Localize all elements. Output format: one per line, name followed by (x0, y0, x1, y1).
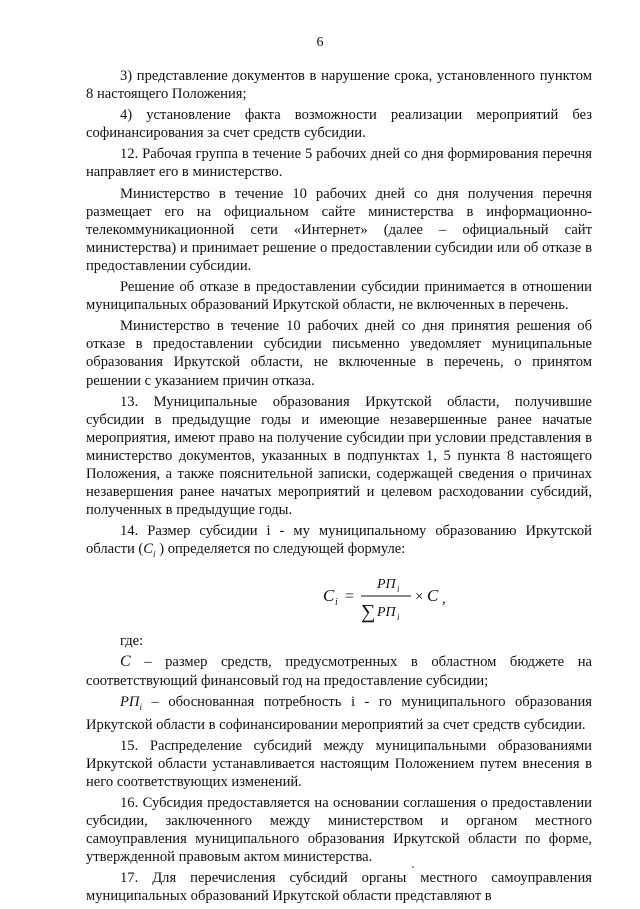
formula-denominator: РП (377, 605, 396, 621)
formula-block (86, 566, 592, 624)
formula-comma: , (442, 591, 446, 608)
definition-rp-symbol: РП (120, 693, 140, 710)
formula-numerator-sub: i (397, 584, 400, 595)
definition-rp-text: – обоснованная потребность i - го муниципального образования Иркутской области в софинансировании мероприятий за счет средств субсидии. (86, 693, 592, 733)
formula-sum-sign: ∑ (361, 601, 376, 624)
paragraph-item-13: 13. Муниципальные образования Иркутской области, получившие субсидии в предыдущие годы и имеющие незавершенные ранее начатые мероприятия, имеют право на получение субсидии при условии представления в министерство документов, указанных в подпунктах 1, 5 пункта 8 настоящего Положения, а также пояснительной записки, содержащей сведения о причинах незавершения ранее начатых мероприятий и целевом расходовании субсидий, полученных в предыдущие годы. (86, 393, 592, 519)
definition-rp-sub: i (139, 701, 142, 712)
definition-c-symbol: C (120, 653, 131, 671)
item14-prefix: 14. Размер субсидии i - му муниципальному образованию Иркутской области ( (86, 523, 592, 558)
definition-rp (86, 693, 592, 734)
paragraph-item-12: 12. Рабочая группа в течение 5 рабочих дней со дня формирования перечня направляет его в министерство. (86, 146, 592, 181)
paragraph-item-3: 3) представление документов в нарушение срока, установленного пунктом 8 настоящего Положения; (86, 68, 592, 103)
paragraph-item-16: 16. Субсидия предоставляется на основании соглашения о предоставлении субсидии, заключенного между министерством и органом местного самоуправления муниципального образования Иркутской области по форме, утвержденной правовым актом министерства. (86, 795, 592, 866)
document-body (86, 67, 592, 909)
paragraph-refusal-decision: Решение об отказе в предоставлении субсидии принимается в отношении муниципальных образований Иркутской области, не включенных в перечень. (86, 279, 592, 314)
formula-numerator: РП (377, 577, 396, 593)
subsidy-formula (321, 566, 451, 624)
paragraph-item-15: 15. Распределение субсидий между муниципальными образованиями Иркутской области устанавливается настоящим Положением путем внесения в него соответствующих изменений. (86, 737, 592, 790)
formula-equals: = (345, 588, 355, 606)
formula-lhs: C (323, 586, 335, 606)
formula-times: × (415, 589, 424, 606)
paragraph-item-17: 17. Для перечисления субсидий органы местного самоуправления муниципальных образований Иркутской области представляют в (86, 870, 592, 905)
paragraph-item-14 (86, 522, 592, 563)
formula-rhs: C (427, 586, 439, 606)
item14-suffix: ) определяется по следующей формуле: (155, 541, 406, 558)
paragraph-item-4: 4) установление факта возможности реализации мероприятий без софинансирования за счет средств субсидии. (86, 107, 592, 142)
paragraph-ministry-publication: Министерство в течение 10 рабочих дней со дня получения перечня размещает его на официальном сайте министерства в информационно-телекоммуникационной сети «Интернет» (далее – официальный сайт министерства) и принимает решение о предоставлении субсидии или об отказе в предоставлении субсидии. (86, 185, 592, 274)
definition-c-text: – размер средств, предусмотренных в областном бюджете на соответствующий финансовый год на предоставление субсидии; (86, 654, 592, 689)
item14-subscript: i (153, 549, 156, 560)
scan-speck (412, 866, 414, 868)
formula-lhs-sub: i (335, 597, 338, 609)
formula-denominator-sub: i (397, 612, 400, 623)
page-number: 6 (316, 35, 324, 50)
where-label: где: (120, 633, 144, 650)
item14-symbol: C (143, 541, 154, 558)
definition-c (86, 653, 592, 689)
paragraph-refusal-notice: Министерство в течение 10 рабочих дней со дня принятия решения об отказе в предоставлении субсидии письменно уведомляет муниципальные образования Иркутской области, не включенные в перечень, о принятом решении с указанием причин отказа. (86, 318, 592, 389)
